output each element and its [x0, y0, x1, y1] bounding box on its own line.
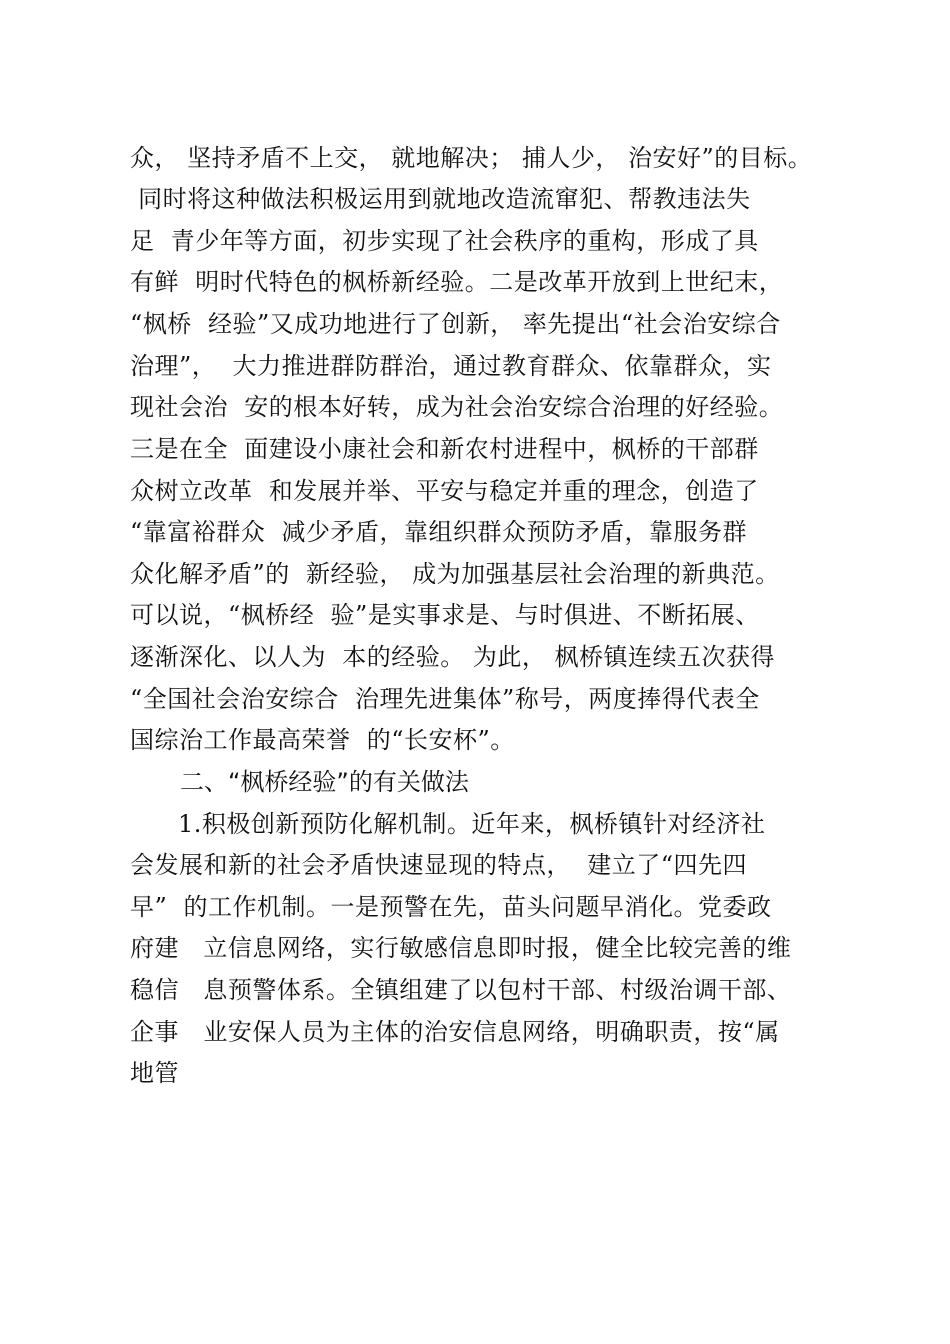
section-heading: 二、“枫桥经验”的有关做法: [180, 768, 469, 796]
text-line: 现社会治 安的根本好转，成为社会治安综合治理的好经验。: [130, 393, 784, 421]
text-line: 众化解矛盾”的 新经验， 成为加强基层社会治理的新典范。: [130, 560, 780, 588]
text-line: 企事 业安保人员为主体的治安信息网络，明确职责，按“属: [130, 1018, 780, 1046]
text-line: 可以说，“枫桥经 验”是实事求是、与时俱进、不断拓展、: [130, 601, 760, 629]
text-line: 1.积极创新预防化解机制。近年来，枫桥镇针对经济社: [178, 810, 766, 838]
text-line: 治理”， 大力推进群防群治，通过教育群众、依靠群众，实: [130, 352, 772, 380]
text-line: “枫桥 经验”又成功地进行了创新， 率先提出“社会治安综合: [130, 310, 781, 338]
text-line: 会发展和新的社会矛盾快速显现的特点， 建立了“四先四: [130, 851, 748, 879]
text-line: 早” 的工作机制。一是预警在先，苗头问题早消化。党委政: [130, 893, 772, 921]
text-line: 稳信 息预警体系。全镇组建了以包村干部、村级治调干部、: [130, 976, 792, 1004]
text-line: 府建 立信息网络，实行敏感信息即时报，健全比较完善的维: [130, 934, 792, 962]
text-line: 众， 坚持矛盾不上交， 就地解决； 捕人少， 治安好”的目标。: [130, 144, 813, 172]
text-line: 同时将这种做法积极运用到就地改造流窜犯、帮教违法失: [130, 185, 751, 213]
text-line: 国综治工作最高荣誉 的“长安杯”。: [130, 726, 515, 754]
text-line: 众树立改革 和发展并举、平安与稳定并重的理念，创造了: [130, 477, 759, 505]
text-line: 有鲜 明时代特色的枫桥新经验。二是改革开放到上世纪末，: [130, 268, 784, 296]
text-line: “靠富裕群众 减少矛盾，靠组织群众预防矛盾，靠服务群: [130, 518, 748, 546]
text-line: “全国社会治安综合 治理先进集体”称号，两度捧得代表全: [130, 685, 760, 713]
text-line: 足 青少年等方面，初步实现了社会秩序的重构，形成了具: [130, 227, 759, 255]
text-line: 逐渐深化、以人为 本的经验。 为此， 枫桥镇连续五次获得: [130, 643, 776, 671]
text-line: 三是在全 面建设小康社会和新农村进程中，枫桥的干部群: [130, 435, 759, 463]
text-line: 地管: [130, 1059, 179, 1087]
